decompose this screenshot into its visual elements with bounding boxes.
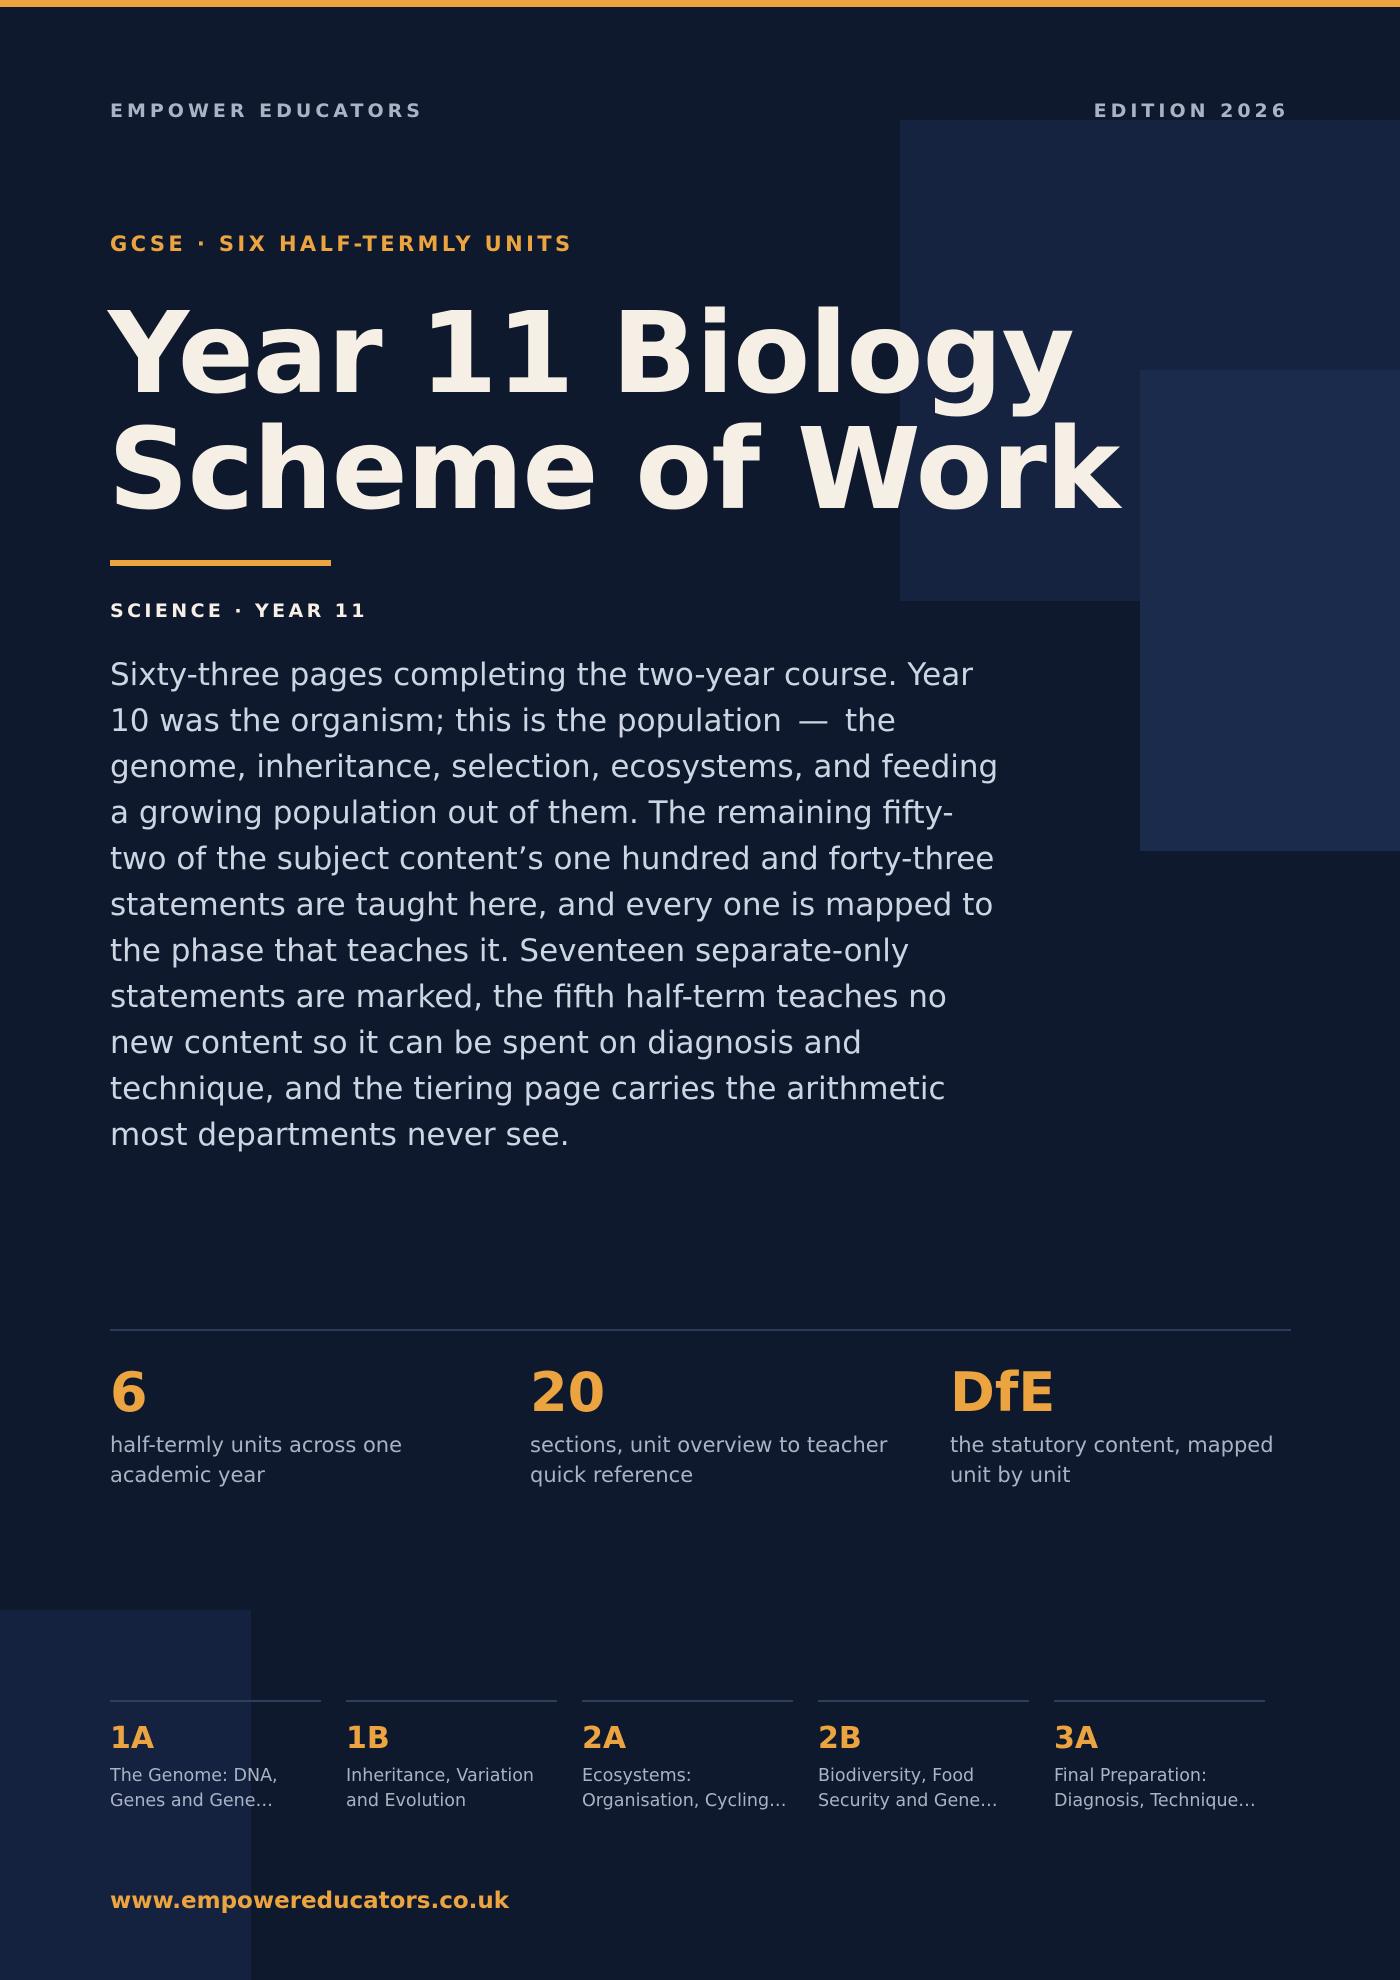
intro-paragraph: Sixty-three pages completing the two-year course. Year 10 was the organism; this is the population — the genome, inheritance, selection, ecosystems, and feeding a growing population out of them. The remaining fifty-two of the subject content’s one hundred and forty-three statements are taught here, and every one is mapped to the phase that teaches it. Seventeen separate-only statements are marked, the fifth half-term teaches no new content so it can be spent on diagnosis and technique, and the tiering page carries the arithmetic most departments never see.	[110, 657, 999, 1153]
unit-code: 1B	[346, 1721, 390, 1756]
unit-card-2b	[818, 1700, 1029, 1814]
decorative-block	[1140, 370, 1400, 851]
unit-code: 1A	[110, 1721, 155, 1756]
edition-label: EDITION 2026	[1093, 100, 1289, 122]
website-link[interactable]: www.empowereducators.co.uk	[110, 1888, 510, 1914]
stat-label: sections, unit overview to teacher quick reference	[530, 1433, 888, 1487]
unit-name: Final Preparation: Diagnosis, Technique…	[1054, 1766, 1256, 1811]
stat-value: 6	[110, 1361, 148, 1424]
unit-card-1b	[346, 1700, 557, 1814]
unit-code: 2B	[818, 1721, 862, 1756]
unit-name: Ecosystems: Organisation, Cycling…	[582, 1766, 787, 1811]
brand-name: EMPOWER EDUCATORS	[110, 100, 424, 122]
unit-card-3a	[1054, 1700, 1265, 1814]
title-line: Year 11 Biology	[108, 289, 1074, 419]
stat-dfe	[950, 1362, 1310, 1490]
stat-label: the statutory content, mapped unit by unit	[950, 1433, 1274, 1487]
unit-name: The Genome: DNA, Genes and Gene…	[110, 1766, 278, 1811]
title-underline	[110, 560, 331, 566]
unit-code: 2A	[582, 1721, 627, 1756]
page-title	[108, 289, 1120, 535]
kicker: GCSE · SIX HALF-TERMLY UNITS	[110, 232, 574, 256]
unit-name: Biodiversity, Food Security and Gene…	[818, 1766, 998, 1811]
top-accent-bar	[0, 0, 1400, 7]
stat-label: half-termly units across one academic year	[110, 1433, 403, 1487]
unit-code: 3A	[1054, 1721, 1099, 1756]
subject-label: SCIENCE · YEAR 11	[110, 600, 368, 622]
divider	[110, 1329, 1291, 1331]
stat-value: DfE	[950, 1361, 1056, 1424]
title-line: Scheme of Work	[108, 405, 1120, 535]
unit-card-1a	[110, 1700, 321, 1814]
unit-name: Inheritance, Variation and Evolution	[346, 1766, 534, 1811]
unit-card-2a	[582, 1700, 793, 1814]
stat-units	[110, 1362, 470, 1490]
stat-value: 20	[530, 1361, 606, 1424]
stat-sections	[530, 1362, 890, 1490]
